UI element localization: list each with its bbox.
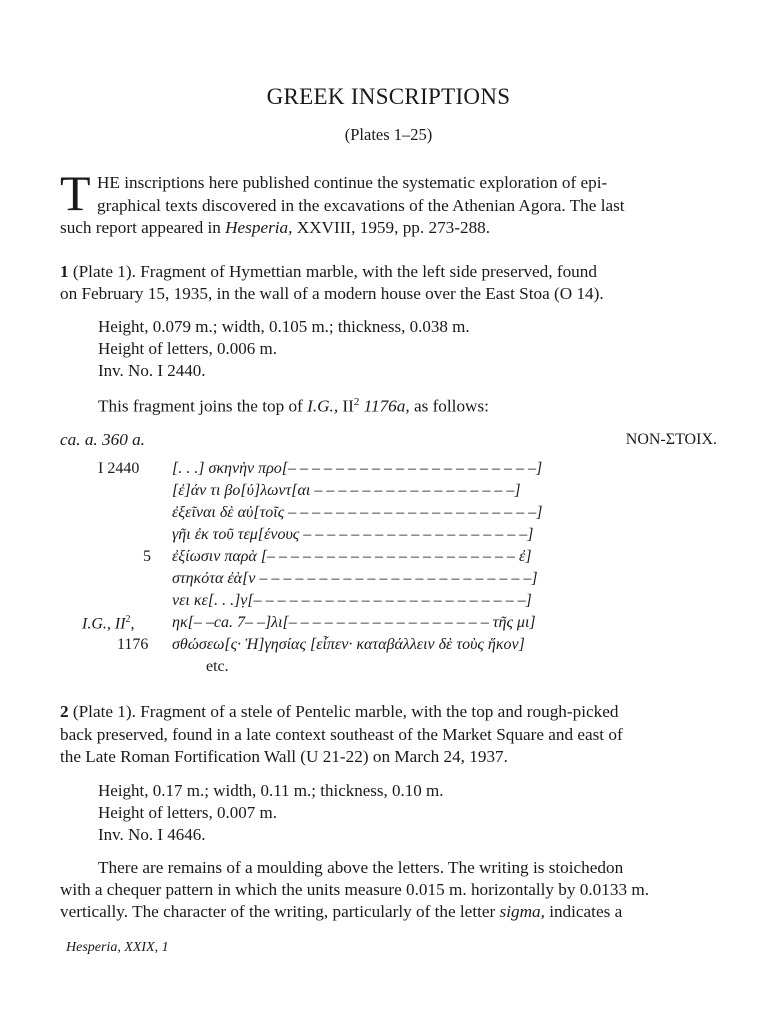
inscription-line [172,636,525,654]
inscription-date: ca. a. 360 a. [60,430,145,449]
inscription-text: ἐξίωσιν παρὰ [– – – – – – – – – – – – – – – – – – – – – ἐ] [172,548,532,565]
inscription-line [172,548,532,566]
entry-1-inventory: Inv. No. I 2440. [98,361,206,380]
entry-2-desc-line-3: the Late Roman Fortification Wall (U 21-22) on March 24, 1937. [60,747,508,766]
inscription-text: γῆι ἐκ τοῦ τεμ[ένους – – – – – – – – – – – – – – – – – – –] [172,526,534,543]
plates-reference: (Plates 1–25) [344,125,433,144]
inscription-etc: etc. [206,658,229,675]
entry-1-dimensions: Height, 0.079 m.; width, 0.105 m.; thickness, 0.038 m. [98,317,470,336]
joins-text: This fragment joins the top of [98,396,308,416]
ig-label: I.G., II [82,615,126,633]
inscription-text: στηκότα ἐὰ[ν – – – – – – – – – – – – – – – – – – – – – – –] [172,570,538,587]
entry-1-joins [98,391,489,418]
joins-ref: I.G., [307,396,339,416]
inscription-label-i2440: I 2440 [98,460,140,477]
inscription-label-ig [82,614,135,633]
inscription-line [172,504,542,522]
inscription-text: ἐξεῖναι δὲ αὐ[τοῖς – – – – – – – – – – – – – – – – – – – – –] [172,504,543,521]
entry-2-letter-height: Height of letters, 0.007 m. [98,803,277,822]
sigma-word: sigma, [499,902,545,921]
inscription-line [172,570,538,588]
intro-line-1: HE inscriptions here published continue the systematic exploration of epi- [97,173,608,192]
entry-2-dimensions: Height, 0.17 m.; width, 0.11 m.; thickness, 0.10 m. [98,781,444,800]
entry-2-para-line-3 [60,900,622,923]
inscription-line [172,592,532,610]
joins-sup: 2 [353,396,360,408]
inscription-text: ηκ[– –ca. 7– –]λι[– – – – – – – – – – – – – – – – – τῆς μι] [172,614,536,631]
joins-vol: II [338,396,354,416]
entry-2-inventory: Inv. No. I 4646. [98,825,206,844]
entry-2-number: 2 [60,702,69,721]
entry-1-desc-line-2: on February 15, 1935, in the wall of a modern house over the East Stoa (O 14). [60,284,604,303]
inscription-label-1176: 1176 [117,636,149,653]
inscription-line [172,614,536,632]
entry-2-para-line-1: There are remains of a moulding above the letters. The writing is stoichedon [98,858,624,877]
entry-1-desc-line-1 [60,260,597,283]
ig-sup: 2 [125,614,131,625]
entry-1-desc-text: (Plate 1). Fragment of Hymettian marble, with the left side preserved, found [72,262,597,281]
intro-line-3-ref: XXVIII, 1959, pp. 273-288. [292,218,491,237]
joins-number: 1176a, [363,396,410,416]
entry-1-letter-height: Height of letters, 0.006 m. [98,339,277,358]
entry-2-desc-line-1 [60,700,618,723]
inscription-style: NON-ΣΤΟΙΧ. [625,431,717,448]
inscription-line [172,460,542,478]
inscription-line [172,526,534,544]
intro-line-3 [60,216,490,239]
para-line-3-tail: indicates a [544,902,623,921]
entry-1-number: 1 [60,262,69,281]
page-footer: Hesperia, XXIX, 1 [66,940,169,955]
para-line-3-text: vertically. The character of the writing, particularly of the letter [60,902,500,921]
entry-2-para-line-2: with a chequer pattern in which the units measure 0.015 m. horizontally by 0.0133 m. [60,880,650,899]
inscription-text: [ἐ]άν τι βο[ύ]λωντ[αι – – – – – – – – – – – – – – – – –] [172,482,521,499]
inscription-text: σθώσεω[ς· Ἡ]γησίας [εἶπεν· καταβάλλειν δὲ τοὺς ἥκον] [172,636,525,653]
inscription-line-number-5: 5 [143,548,151,565]
page-title: GREEK INSCRIPTIONS [266,84,511,109]
ig-comma: , [130,615,135,633]
entry-2-desc-text: (Plate 1). Fragment of a stele of Pentelic marble, with the top and rough-picked [72,702,619,721]
drop-cap: T [60,165,91,221]
inscription-text: [. . .] σκηνὴν προ[– – – – – – – – – – – – – – – – – – – – –] [172,460,543,477]
inscription-text: νει κε[. . .]ṿ[– – – – – – – – – – – – – – – – – – – – – – –] [172,592,532,609]
intro-line-2: graphical texts discovered in the excavations of the Athenian Agora. The last [97,196,625,215]
journal-name: Hesperia, [225,218,293,237]
joins-tail: as follows: [409,396,489,416]
entry-2-desc-line-2: back preserved, found in a late context southeast of the Market Square and east of [60,725,623,744]
inscription-line [172,482,521,500]
intro-line-3-text: such report appeared in [60,218,226,237]
